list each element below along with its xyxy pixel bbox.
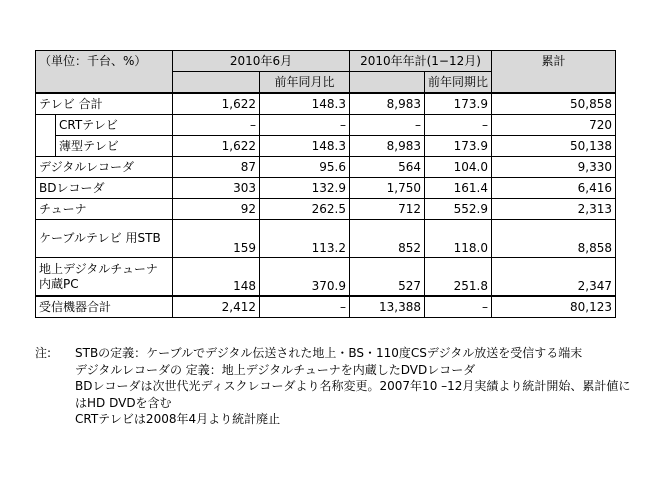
row-label: 薄型テレビ <box>56 136 173 157</box>
ytd-yoy: 552.9 <box>425 199 492 220</box>
ytd-value: 712 <box>350 199 425 220</box>
header-cumulative: 累計 <box>492 51 616 94</box>
cumulative-value: 2,347 <box>492 258 616 297</box>
june-value: 92 <box>173 199 260 220</box>
note-line: BDレコーダは次世代光ディスクレコーダより名称変更。2007年10 –12月実績より統計開始、累計値にはHD DVDを含む <box>75 379 631 410</box>
row-label: チューナ <box>36 199 173 220</box>
table-row <box>36 178 616 199</box>
june-value: 1,622 <box>173 136 260 157</box>
row-label: テレビ 合計 <box>36 93 173 115</box>
june-yoy: 95.6 <box>260 157 350 178</box>
note-line: STBの定義：ケーブルでデジタル伝送された地上・BS・110度CSデジタル放送を受信する端末 <box>75 346 583 360</box>
ytd-value: 8,983 <box>350 136 425 157</box>
table-row <box>36 220 616 258</box>
june-yoy: 148.3 <box>260 136 350 157</box>
ytd-value: – <box>350 115 425 136</box>
cumulative-value: 6,416 <box>492 178 616 199</box>
header-ytd-yoy: 前年同期比 <box>425 72 492 94</box>
ytd-value: 564 <box>350 157 425 178</box>
row-label: 地上デジタルチューナ内蔵PC <box>36 258 173 297</box>
cumulative-value: 9,330 <box>492 157 616 178</box>
cumulative-value: 80,123 <box>492 296 616 318</box>
header-ytd-value <box>350 72 425 94</box>
june-yoy: 113.2 <box>260 220 350 258</box>
unit-label: （単位：千台、%） <box>36 51 173 94</box>
row-label: デジタルレコーダ <box>36 157 173 178</box>
ytd-yoy: 161.4 <box>425 178 492 199</box>
ytd-value: 527 <box>350 258 425 297</box>
header-june-value <box>173 72 260 94</box>
june-yoy: 262.5 <box>260 199 350 220</box>
june-value: – <box>173 115 260 136</box>
ytd-value: 852 <box>350 220 425 258</box>
june-yoy: – <box>260 115 350 136</box>
june-value: 148 <box>173 258 260 297</box>
table-row <box>36 115 616 136</box>
ytd-yoy: – <box>425 296 492 318</box>
june-value: 159 <box>173 220 260 258</box>
ytd-yoy: 173.9 <box>425 93 492 115</box>
ytd-value: 8,983 <box>350 93 425 115</box>
ytd-value: 13,388 <box>350 296 425 318</box>
table-row <box>36 199 616 220</box>
table-row <box>36 93 616 115</box>
ytd-yoy: 251.8 <box>425 258 492 297</box>
header-june-2010: 2010年6月 <box>173 51 350 72</box>
row-label: ケーブルテレビ 用STB <box>36 220 173 258</box>
cumulative-value: 8,858 <box>492 220 616 258</box>
june-value: 303 <box>173 178 260 199</box>
table-row <box>36 157 616 178</box>
june-value: 1,622 <box>173 93 260 115</box>
june-value: 2,412 <box>173 296 260 318</box>
row-label: 受信機器合計 <box>36 296 173 318</box>
notes-body <box>75 345 635 428</box>
header-year-total-2010: 2010年年計(1−12月) <box>350 51 492 72</box>
notes-label: 注: <box>35 346 52 360</box>
note-line: デジタルレコーダの 定義：地上デジタルチューナを内蔵したDVDレコーダ <box>75 362 476 377</box>
ytd-yoy: 118.0 <box>425 220 492 258</box>
table-row <box>36 136 616 157</box>
header-june-yoy: 前年同月比 <box>260 72 350 94</box>
row-label: CRTテレビ <box>56 115 173 136</box>
indent-cell <box>36 115 56 157</box>
table-row-total <box>36 296 616 318</box>
row-label: BDレコーダ <box>36 178 173 199</box>
ytd-yoy: 104.0 <box>425 157 492 178</box>
cumulative-value: 720 <box>492 115 616 136</box>
june-value: 87 <box>173 157 260 178</box>
ytd-yoy: – <box>425 115 492 136</box>
june-yoy: 132.9 <box>260 178 350 199</box>
cumulative-value: 50,858 <box>492 93 616 115</box>
cumulative-value: 50,138 <box>492 136 616 157</box>
note-line: CRTテレビは2008年4月より統計廃止 <box>75 412 281 426</box>
june-yoy: 148.3 <box>260 93 350 115</box>
ytd-value: 1,750 <box>350 178 425 199</box>
cumulative-value: 2,313 <box>492 199 616 220</box>
june-yoy: 370.9 <box>260 258 350 297</box>
table-row <box>36 258 616 297</box>
shipment-table <box>35 50 616 318</box>
ytd-yoy: 173.9 <box>425 136 492 157</box>
june-yoy: – <box>260 296 350 318</box>
